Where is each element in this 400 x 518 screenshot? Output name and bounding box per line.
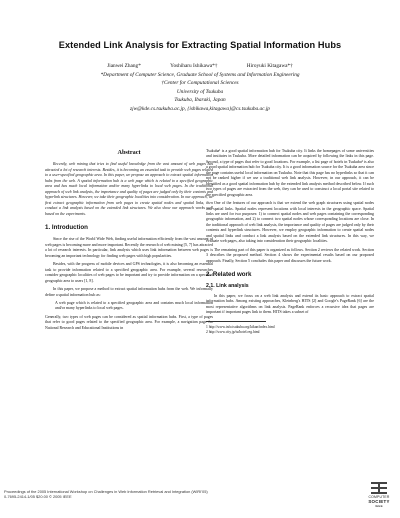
intro-paragraph-2: Besides, with the progress of mobile devices and GPS technologies, it is also becoming an essential task to provide information related to a specified geographic area. For example, several researches consider geographic localities of web pages to be important and try to provide information on a specified geographic area to users [1, 8]. — [45, 261, 213, 283]
abstract-section — [45, 150, 213, 216]
intro-paragraph-3: In this paper, we propose a method to extract spatial information hubs from the web. We informally define a spatial information hub as: — [45, 286, 213, 297]
location: Tsukuba, Ibaraki, Japan — [174, 97, 226, 104]
paper-title: Extended Link Analysis for Extracting Spatial Information Hubs — [58, 40, 342, 50]
proceedings-line: Proceedings of the 2005 International Workshop on Challenges in Web Information Retrieval and Integration (WIRI'05) — [4, 489, 208, 494]
affiliation-3: University of Tsukuba — [176, 88, 224, 95]
abstract-heading: Abstract — [117, 149, 141, 156]
intro-heading: 1. Introduction — [45, 223, 88, 231]
footnote-2: 2 http://www.city.jp/tu/hotel.reg.html — [206, 329, 260, 334]
affiliation-1: *Department of Computer Science, Graduate School of Systems and Information Engineering — [100, 71, 300, 78]
author-2: Yoshiharu Ishikawa*† — [170, 63, 218, 69]
link-analysis-heading: 2.1. Link analysis — [206, 282, 249, 289]
right-paragraph-2: One of the features of our approach is that we extend the web graph structures using spatial nodes and spatial links. Spatial nodes represent locations with local interests in the geographic space. Spatial links are used for two purposes: 1) to connect spatial nodes and web pages containing the corresponding geographic information, and 2) to connect two spatial nodes whose corresponding locations are close. In the traditional approach of web link analysis, the importance and quality of pages are judged only by their contents and hyperlink structures. However, we employ geographic information to create spatial nodes and spatial links and conduct a link analysis based on the extended link structures. In this way, we evaluate web pages, also taking into consideration their geographic localities. — [206, 200, 374, 244]
logo-text-ieee: IEEE — [375, 504, 383, 508]
isbn-line: 0-7695-2414-1/05 $20.00 © 2005 IEEE — [4, 494, 72, 500]
footnote-1: 1 http://www.info.tsukuba.org/kikan/index.html — [206, 324, 275, 329]
author-3: Hiroyuki Kitagawa*† — [246, 63, 293, 69]
author-emails: zjw@kde.cs.tsukuba.ac.jp, {ishikawa,kitagawa}@cs.tsukuba.ac.jp — [130, 105, 270, 112]
left-column — [45, 150, 213, 333]
computer-society-logo — [362, 482, 396, 508]
footnote-divider — [206, 321, 266, 322]
intro-paragraph-1: Since the rise of the World Wide Web, finding useful information efficiently from the vast amount of web pages is becoming more and more important. Recently the research of web mining [5, 7] has attracted a lot of research interests. In particular, link analysis which uses link information between web pages is becoming an important technology for finding web pages with high popularities. — [45, 236, 213, 258]
right-paragraph-3: The remaining part of this paper is organized as follows. Section 2 reviews the related work. Section 3 describes the proposed method. Section 4 shows the experimental results based on our proposed approach. Finally, Section 5 concludes this paper and discusses the future work. — [206, 246, 374, 263]
intro-paragraph-4: Generally, two types of web pages can be considered as spatial information hubs. First, a type of pages that refer to good pages related to the specified geographic area. For example, a navigation page for National Research and Educational Institutions in — [45, 313, 213, 330]
abstract-text: Recently, web mining that tries to find useful knowledge from the vast amount of web pages has attracted a lot of research interests. Besides, it is becoming an essential task to provide web pages related to a user-specified geographic area. In this paper, we propose an approach to extract spatial information hubs from the web. A spatial information hub is a web page which is related to a specified geographic area and has much local information and/or many hyperlinks to local web pages. In the traditional approach of web link analysis, the importance and quality of pages are judged only by their contents and hyperlink structures. However, we take their geographic localities into consideration. In our approach, we first extract geographic information from web pages to create spatial nodes and spatial links, then conduct a link analysis based on the extended link structures. We also show our approach works well based on the experiments. — [45, 161, 213, 216]
right-column — [206, 148, 374, 334]
right-paragraph-1: Tsukuba¹ is a good spatial information hub for Tsukuba city. It links the homepages of some universities and institutes in Tsukuba. More detailed information can be acquired by following the links in this page. Second, a type of pages that refer to good locations. For example, a list page of hotels in Tsukuba² is also a good spatial information hub for Tsukuba city. It is a good information source for the Tsukuba area since the page contains useful local information on Tsukuba. Note that this page has no hyperlinks so that it can not be ranked higher if we use a traditional web link analysis. However, in our approach, it can be identified as a good spatial information hub by the extended link analysis method described below. If such two types of pages are extracted from the web, they can be used to construct a local portal site related to the specified geographic area. — [206, 148, 374, 197]
right-paragraph-4: In this paper, we focus on a web link analysis and extend its basic approach to extract spatial information hubs. Among existing approaches, Kleinberg's HITS [2] and Google's PageRank [6] are the most representative algorithms on link analysis. PageRank enforces a recursive idea that pages are important if important pages link to them. HITS takes a subset of — [206, 292, 374, 315]
definition-block: A web page which is related to a specified geographic area and contains much local information and/or many hyperlinks to local web pages. — [55, 299, 213, 311]
related-work-heading: 2. Related work — [206, 271, 252, 279]
affiliation-2: †Center for Computational Sciences — [161, 80, 239, 87]
logo-text-computer: COMPUTER — [368, 495, 390, 499]
author-names — [0, 62, 400, 71]
logo-text-society: SOCIETY — [368, 499, 390, 504]
author-block — [0, 62, 400, 114]
author-1: Jianwei Zhang* — [107, 63, 141, 69]
logo-mark-icon — [371, 482, 387, 494]
proceedings-footer — [4, 489, 334, 500]
